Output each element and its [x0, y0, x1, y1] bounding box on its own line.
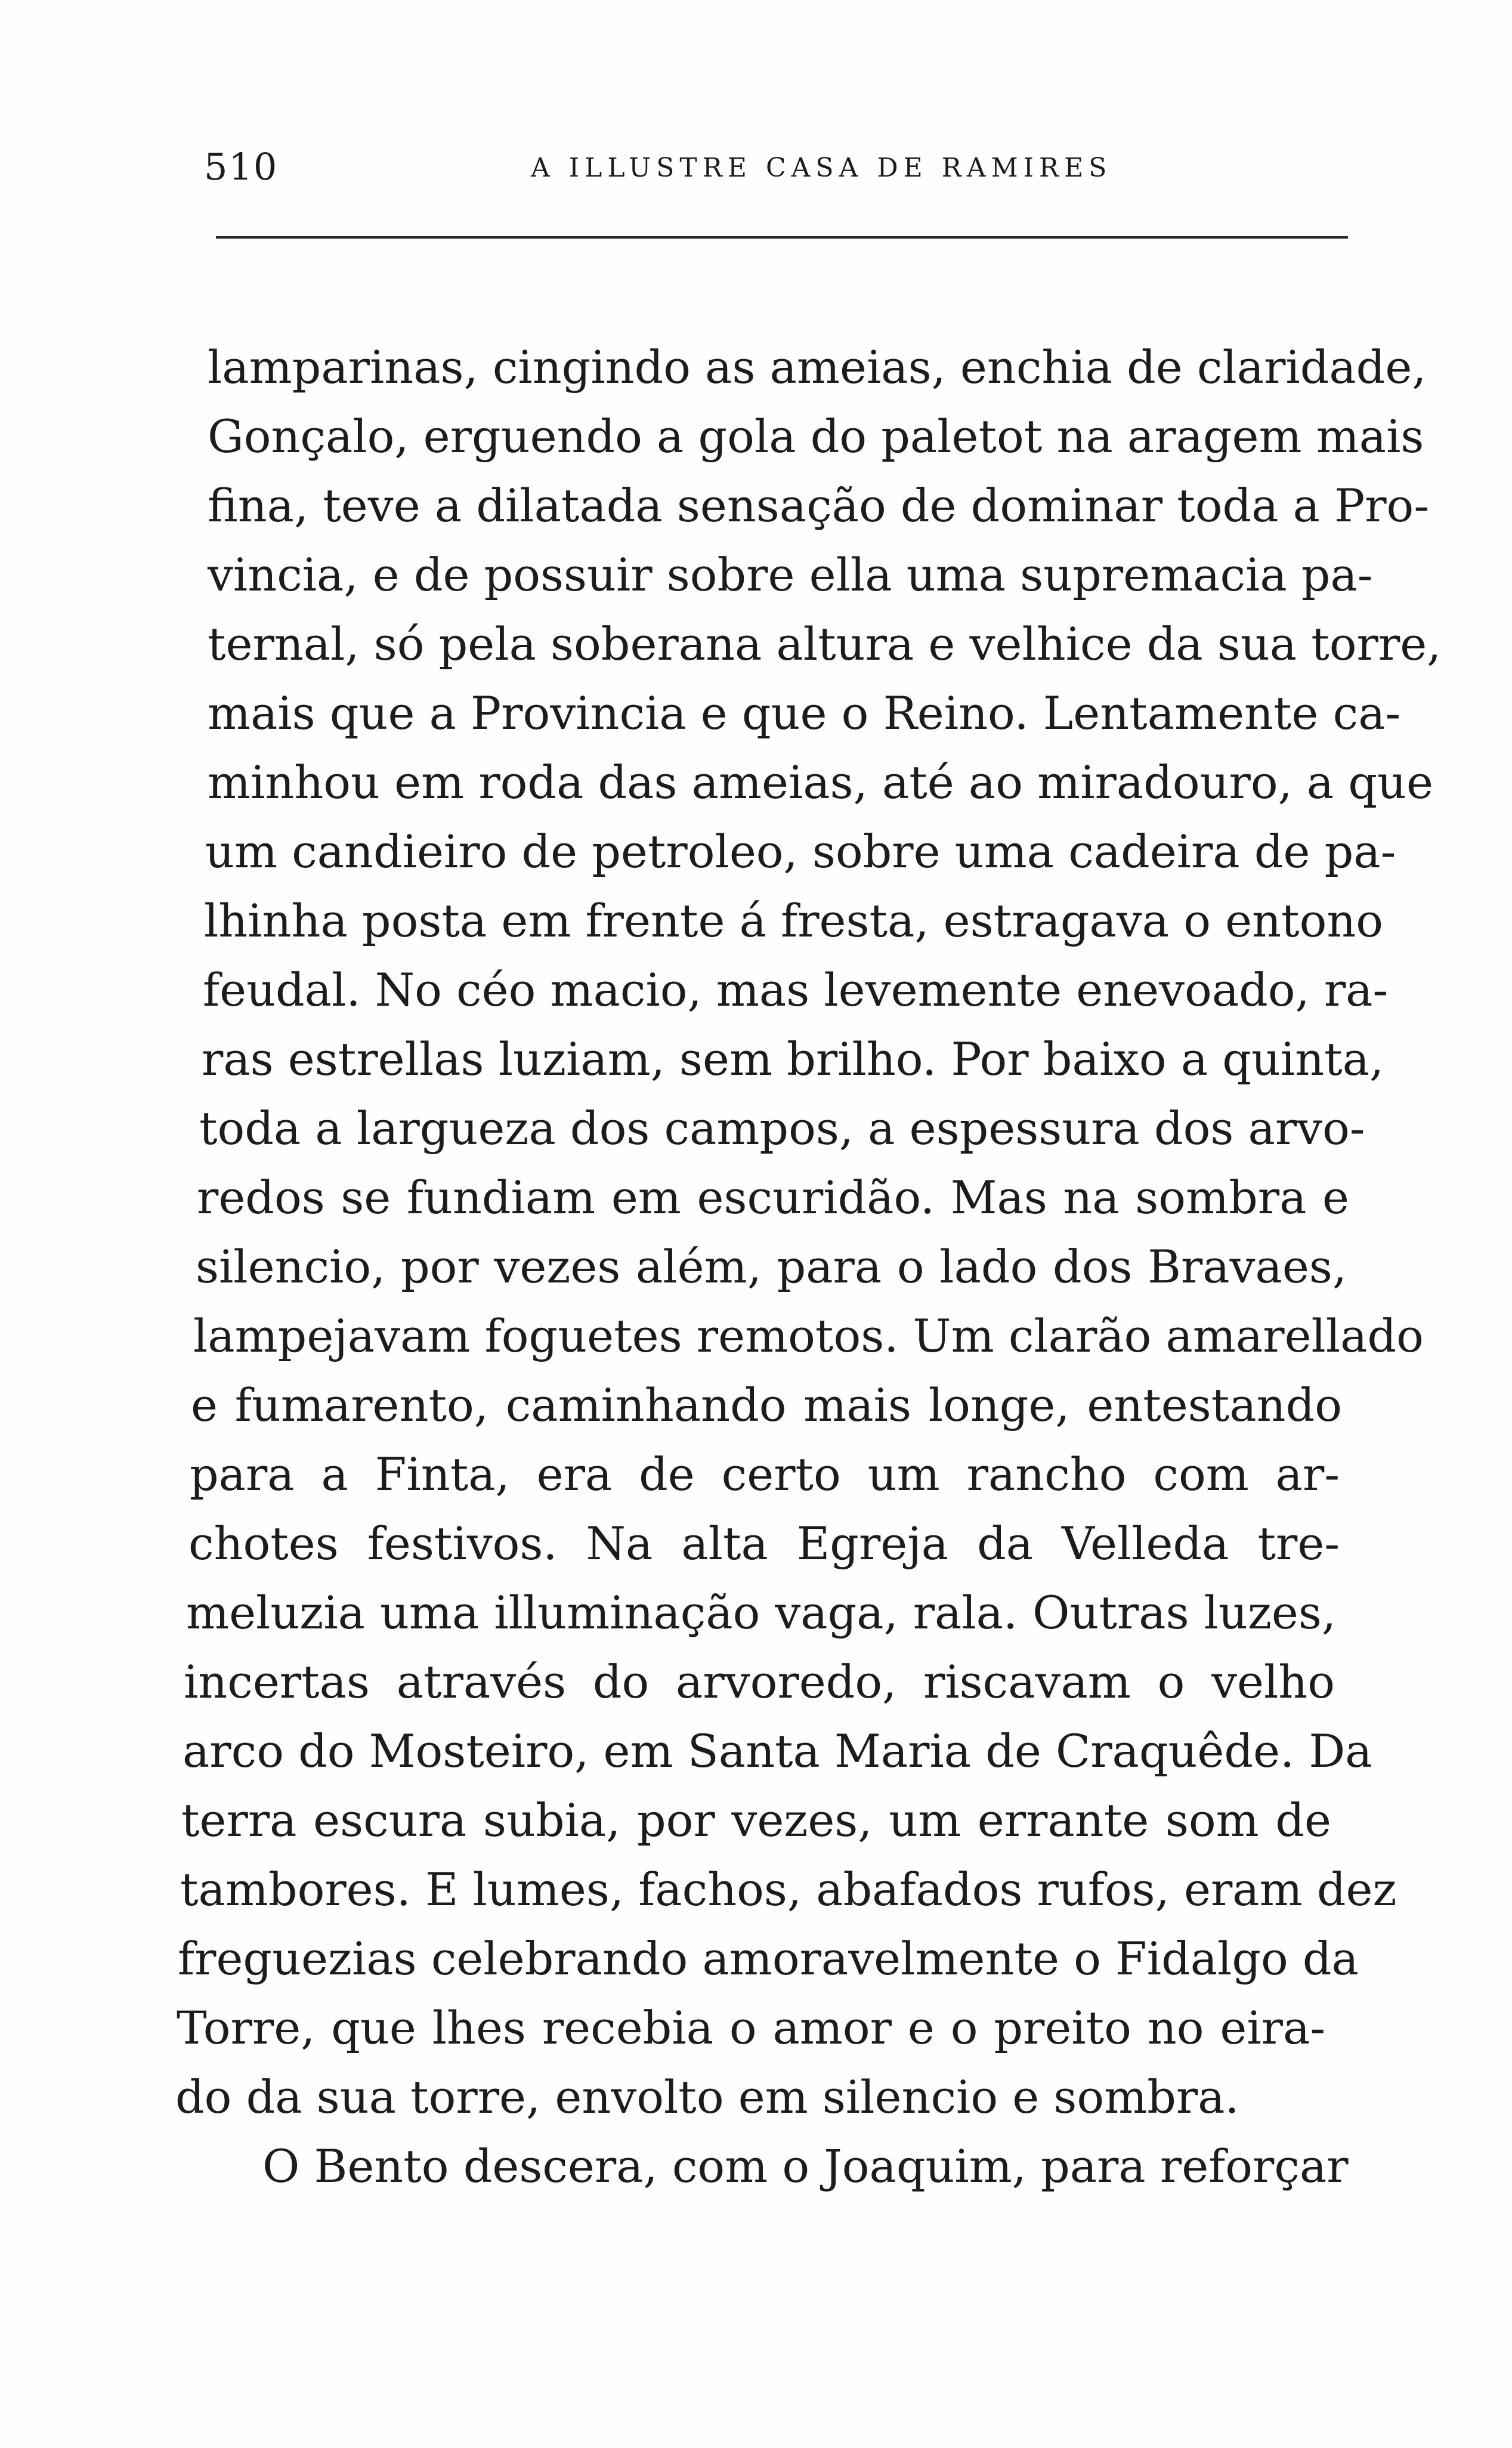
text-line: um candieiro de petroleo, sobre uma cadeira de pa- [205, 825, 1396, 878]
text-line: O Bento descera, com o Joaquim, para reforçar [262, 2140, 1349, 2193]
text-line: Gonçalo, erguendo a gola do paletot na aragem mais [208, 410, 1424, 463]
page-number: 510 [204, 145, 279, 188]
text-line: e fumarento, caminhando mais longe, entestando [191, 1378, 1342, 1432]
body-text [173, 333, 1442, 2201]
text-line: vincia, e de possuir sobre ella uma supremacia pa- [208, 548, 1373, 601]
text-line: meluzia uma illuminação vaga, rala. Outras luzes, [186, 1586, 1336, 1639]
text-line: tambores. E lumes, fachos, abafados rufos, eram dez [180, 1863, 1397, 1916]
text-line: arco do Mosteiro, em Santa Maria de Craquêde. Da [183, 1724, 1372, 1778]
text-line: lhinha posta em frente á fresta, estragava o entono [204, 894, 1384, 947]
text-line: redos se fundiam em escuridão. Mas na sombra e [197, 1171, 1349, 1224]
text-line: feudal. No céo macio, mas levemente enevoado, ra- [203, 963, 1389, 1016]
text-line: mais que a Provincia e que o Reino. Lentamente ca- [208, 687, 1401, 740]
text-line: minhou em roda das ameias, até ao miradouro, a que [208, 756, 1433, 809]
text-line: chotes festivos. Na alta Egreja da Velleda tre- [188, 1517, 1340, 1570]
text-line: ras estrellas luziam, sem brilho. Por baixo a quinta, [202, 1033, 1384, 1086]
text-line: ternal, só pela soberana altura e velhice da sua torre, [208, 617, 1442, 670]
text-line: terra escura subia, por vezes, um errante som de [181, 1794, 1331, 1847]
running-title: A ILLUSTRE CASA DE RAMIRES [531, 153, 1112, 183]
text-line: freguezias celebrando amoravelmente o Fidalgo da [178, 1932, 1359, 1985]
text-line: lampejavam foguetes remotos. Um clarão amarellado [193, 1309, 1424, 1362]
text-line: incertas através do arvoredo, riscavam o velho [184, 1655, 1335, 1708]
text-line: Torre, que lhes recebia o amor e o preito no eira- [177, 2001, 1325, 2054]
header-rule [216, 236, 1348, 239]
text-line: do da sua torre, envolto em silencio e sombra. [175, 2070, 1239, 2124]
text-line: silencio, por vezes além, para o lado dos Bravaes, [196, 1240, 1347, 1293]
text-line: fina, teve a dilatada sensação de dominar toda a Pro- [208, 479, 1429, 532]
text-line: lamparinas, cingindo as ameias, enchia de claridade, [208, 341, 1427, 394]
text-line: para a Finta, era de certo um rancho com ar- [190, 1448, 1340, 1501]
text-line: toda a largueza dos campos, a espessura dos arvo- [199, 1102, 1365, 1155]
